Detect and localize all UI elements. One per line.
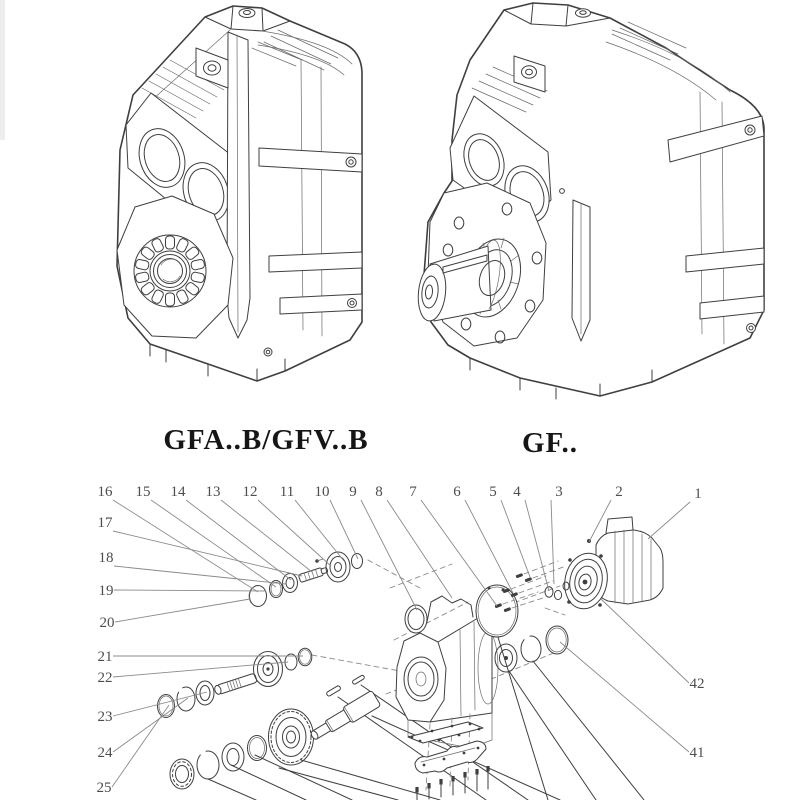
callout-6: 6 [453,484,461,500]
leader-line-4 [525,500,549,591]
snap-ring [521,636,541,662]
callout-8: 8 [375,484,383,500]
exploded-input-shaft-parts [249,552,363,607]
leader-line-16 [113,500,258,592]
callout-41: 41 [689,745,705,761]
callout-7: 7 [409,484,417,500]
callout-4: 4 [513,484,521,500]
shaft-key [352,675,365,685]
callout-20: 20 [99,615,115,631]
exploded-intermediate-shaft-parts [158,648,312,717]
callout-15: 15 [135,484,151,500]
shaft-key [326,685,341,697]
callout-25: 25 [96,780,112,796]
callout-42: 42 [689,676,705,692]
callout-14: 14 [170,484,186,500]
callout-5: 5 [489,484,497,500]
leader-line-1 [648,502,690,539]
leader-line-20 [115,599,250,622]
gearbox-flange-mounted-drawing [117,6,362,381]
intermediate-shaft [214,673,258,695]
bracket-hole [204,61,221,75]
leader-line-9 [361,500,417,610]
callout-18: 18 [98,550,114,566]
leader-line-25 [112,705,169,787]
leader-line-22 [113,662,288,677]
washer [248,736,267,761]
callout-19: 19 [98,583,114,599]
gearbox-solid-shaft-drawing [416,3,764,399]
flange-gasket [476,585,518,637]
leader-line-5 [501,500,530,577]
leader-line-15 [151,500,276,587]
oil-plug-boss [576,9,591,17]
callout-21: 21 [97,649,113,665]
callout-22: 22 [97,670,113,686]
figure-gf-label: GF.. [521,427,579,459]
leader-line-11 [295,500,344,561]
ring [298,648,312,666]
exploded-motor [560,517,663,613]
leader-line-8 [387,500,452,598]
shim-ring [546,626,568,654]
snap-ring [197,751,219,779]
figure-gfab-label: GFA..B/GFV..B [163,424,369,456]
leader-line-23 [113,692,207,716]
callout-16: 16 [97,484,113,500]
leader-line-12 [258,500,331,566]
callout-3: 3 [555,484,563,500]
oil-plug-boss [239,9,255,18]
leader-line-18 [114,566,286,584]
output-shaft [308,690,381,744]
callout-2: 2 [615,484,623,500]
leader-line-41 [560,642,689,752]
callout-10: 10 [314,484,330,500]
callout-12: 12 [242,484,258,500]
exploded-bottom-parts [408,714,490,800]
callout-13: 13 [205,484,221,500]
front-bracket-column [227,32,250,338]
callout-1: 1 [694,486,702,502]
leader-line-10 [330,500,358,559]
housing-output-bore [404,657,438,701]
bearing [283,574,298,593]
exploded-output-shaft-parts [170,675,381,789]
callout-11: 11 [279,484,295,500]
leader-line-19 [114,590,266,591]
pinion-shaft [298,566,328,583]
callout-17: 17 [97,515,113,531]
roller-bearing [170,759,194,789]
callout-23: 23 [97,709,113,725]
leader-line-14 [186,500,291,580]
bracket-hole [522,66,537,78]
callout-24: 24 [97,745,113,761]
seal [222,743,244,771]
leader-line-42 [601,599,689,683]
callout-9: 9 [349,484,357,500]
washer [352,554,363,569]
leader-line-7 [421,500,497,606]
output-gear [269,709,314,765]
page-edge-shade [0,0,5,140]
seal [196,681,214,705]
